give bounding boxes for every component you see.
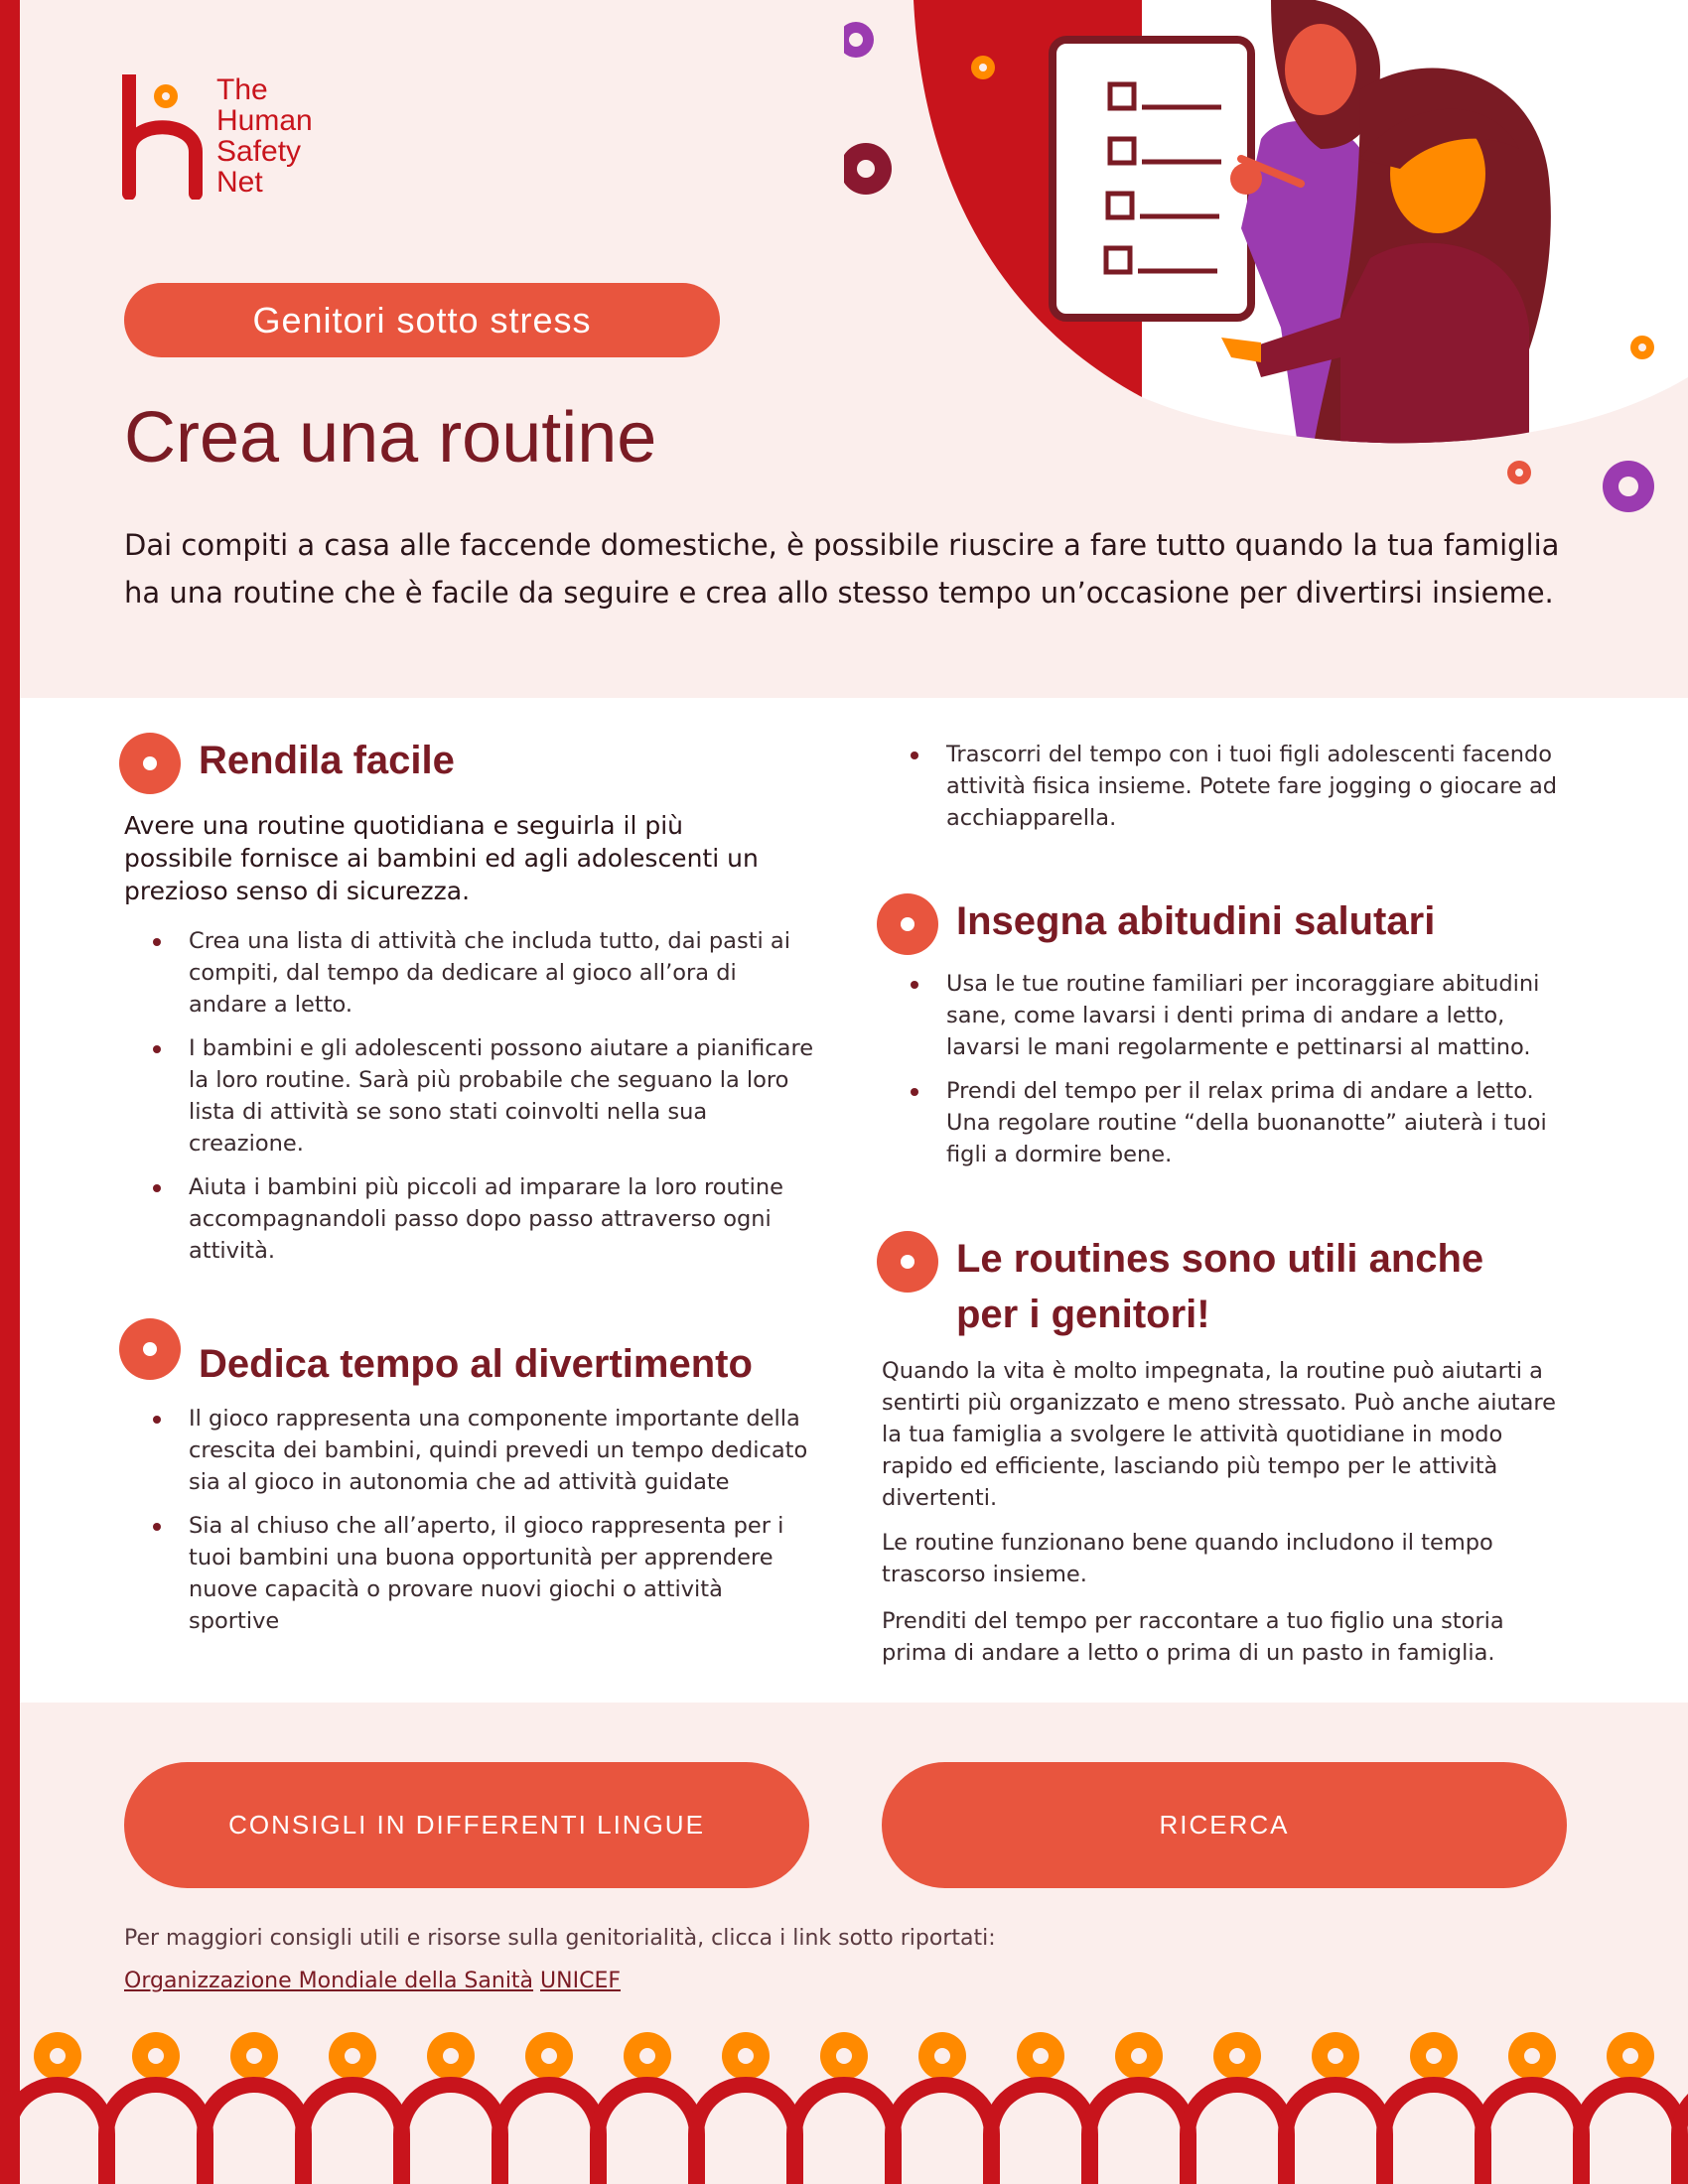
footer-note: Per maggiori consigli utili e risorse sulla genitorialità, clicca i link sotto riportati: — [124, 1926, 996, 1951]
footer-dot-hole — [1622, 2048, 1638, 2064]
section-list — [882, 739, 1577, 846]
left-accent-bar — [0, 0, 20, 2184]
footer-arch — [893, 2085, 992, 2184]
section-title-line: per i genitori! — [956, 1293, 1210, 1336]
list-item: Crea una lista di attività che includa tutto, dai pasti ai compiti, dal tempo da dedicare al gioco all’ora di andare a letto. — [124, 925, 819, 1021]
footer-arch — [696, 2085, 795, 2184]
footer-arch — [106, 2085, 206, 2184]
footer-arch — [303, 2085, 402, 2184]
footer-arch — [499, 2085, 599, 2184]
list-item: I bambini e gli adolescenti possono aiutare a pianificare la loro routine. Sarà più probabile che seguano la loro lista di attività se sono stati coinvolti nella sua creazione. — [124, 1032, 819, 1160]
footer-arch — [1286, 2085, 1385, 2184]
bullet-dot-icon — [119, 733, 181, 794]
research-button[interactable]: RICERCA — [882, 1762, 1567, 1888]
footer-arch — [1482, 2085, 1582, 2184]
footer-dot-hole — [541, 2048, 557, 2064]
list-item: Aiuta i bambini più piccoli ad imparare la loro routine accompagnandoli passo dopo passo attraverso ogni attività. — [124, 1171, 819, 1267]
footer-dot-hole — [1229, 2048, 1245, 2064]
languages-button[interactable]: CONSIGLI IN DIFFERENTI LINGUE — [124, 1762, 809, 1888]
topic-tag: Genitori sotto stress — [124, 283, 720, 357]
section-genitori-heading — [877, 1231, 1483, 1342]
footer-dot-hole — [1131, 2048, 1147, 2064]
section-title: Dedica tempo al divertimento — [199, 1342, 753, 1386]
brand-logo[interactable] — [121, 74, 350, 204]
section-title: Insegna abitudini salutari — [956, 899, 1436, 943]
section-divertimento-heading — [119, 1318, 753, 1392]
footer-arch — [1384, 2085, 1483, 2184]
footer-arch — [401, 2085, 500, 2184]
section-title: Rendila facile — [199, 739, 455, 782]
section-title — [956, 1231, 1483, 1342]
decorative-circle-icon — [0, 2025, 1688, 2184]
bullet-dot-icon — [119, 1318, 181, 1380]
who-link[interactable]: Organizzazione Mondiale della Sanità — [124, 1969, 534, 1993]
list-item: Trascorri del tempo con i tuoi figli adolescenti facendo attività fisica insieme. Potete fare jogging o giocare ad acchiapparella. — [882, 739, 1577, 834]
footer-dot-hole — [246, 2048, 262, 2064]
list-item: Prendi del tempo per il relax prima di andare a letto. Una regolare routine “della buonanotte” aiuterà i tuoi figli a dormire bene. — [882, 1075, 1577, 1170]
footer-arch — [1089, 2085, 1189, 2184]
section-title-line: Le routines sono utili anche — [956, 1237, 1484, 1281]
footer-dot-hole — [345, 2048, 360, 2064]
list-item: Usa le tue routine familiari per incoraggiare abitudini sane, come lavarsi i denti prima di andare a letto, lavarsi le mani regolarmente e pettinarsi al mattino. — [882, 968, 1577, 1063]
intro-text: Dai compiti a casa alle faccende domestiche, è possibile riuscire a fare tutto quando la tua famiglia ha una routine che è facile da seguire e crea allo stesso tempo un’occasione per divertirsi insieme. — [124, 528, 1560, 610]
footer-dot-hole — [1328, 2048, 1343, 2064]
section-abitudini-heading — [877, 893, 1435, 955]
footer-dot-hole — [1426, 2048, 1442, 2064]
brand-line: Net — [216, 166, 263, 199]
footer-dot-hole — [934, 2048, 950, 2064]
brand-line: The — [216, 73, 268, 106]
footer-arch — [1188, 2085, 1287, 2184]
footer-dot-hole — [1524, 2048, 1540, 2064]
brand-name — [216, 74, 313, 198]
section-list — [882, 968, 1577, 1182]
footer-arch — [991, 2085, 1090, 2184]
footer-arch — [8, 2085, 107, 2184]
section-paragraph: Prenditi del tempo per raccontare a tuo figlio una storia prima di andare a letto o prima di un pasto in famiglia. — [882, 1608, 1504, 1666]
footer-dot-hole — [50, 2048, 66, 2064]
section-paragraph: Le routine funzionano bene quando includono il tempo trascorso insieme. — [882, 1530, 1493, 1587]
footer-dot-hole — [639, 2048, 655, 2064]
logo-icon — [121, 74, 207, 200]
section-rendila-facile-heading — [119, 733, 455, 794]
bullet-dot-icon — [877, 893, 938, 955]
bullet-dot-icon — [877, 1231, 938, 1293]
list-item: Sia al chiuso che all’aperto, il gioco rappresenta per i tuoi bambini una buona opportunità per apprendere nuove capacità o provare nuovi giochi o attività sportive — [124, 1510, 819, 1637]
footer-arch — [598, 2085, 697, 2184]
footer-dot-hole — [836, 2048, 852, 2064]
footer-dot-hole — [738, 2048, 754, 2064]
unicef-link[interactable]: UNICEF — [540, 1969, 622, 1993]
section-paragraph: Quando la vita è molto impegnata, la routine può aiutarti a sentirti più organizzato e meno stressato. Può anche aiutare la tua famiglia a svolgere le attività quotidiane in modo rapido ed efficiente, lasciando più tempo per le attività divertenti. — [882, 1358, 1557, 1511]
section-paragraph: Avere una routine quotidiana e seguirla il più possibile fornisce ai bambini ed agli adolescenti un prezioso senso di sicurezza. — [124, 811, 759, 905]
footer-arch — [794, 2085, 894, 2184]
section-list — [124, 1403, 819, 1649]
footer-arch — [205, 2085, 304, 2184]
list-item: Il gioco rappresenta una componente importante della crescita dei bambini, quindi prevedi un tempo dedicato sia al gioco in autonomia che ad attività guidate — [124, 1403, 819, 1498]
footer-arch — [1679, 2085, 1688, 2184]
footer-arch — [1581, 2085, 1680, 2184]
page-title: Crea una routine — [124, 398, 657, 478]
brand-line: Safety — [216, 135, 302, 168]
footer-links — [124, 1969, 621, 1993]
footer-dot-hole — [148, 2048, 164, 2064]
section-list — [124, 925, 819, 1279]
brand-line: Human — [216, 104, 313, 137]
footer-dot-hole — [443, 2048, 459, 2064]
footer-dot-hole — [1033, 2048, 1049, 2064]
checklist-illustration — [844, 0, 1688, 516]
